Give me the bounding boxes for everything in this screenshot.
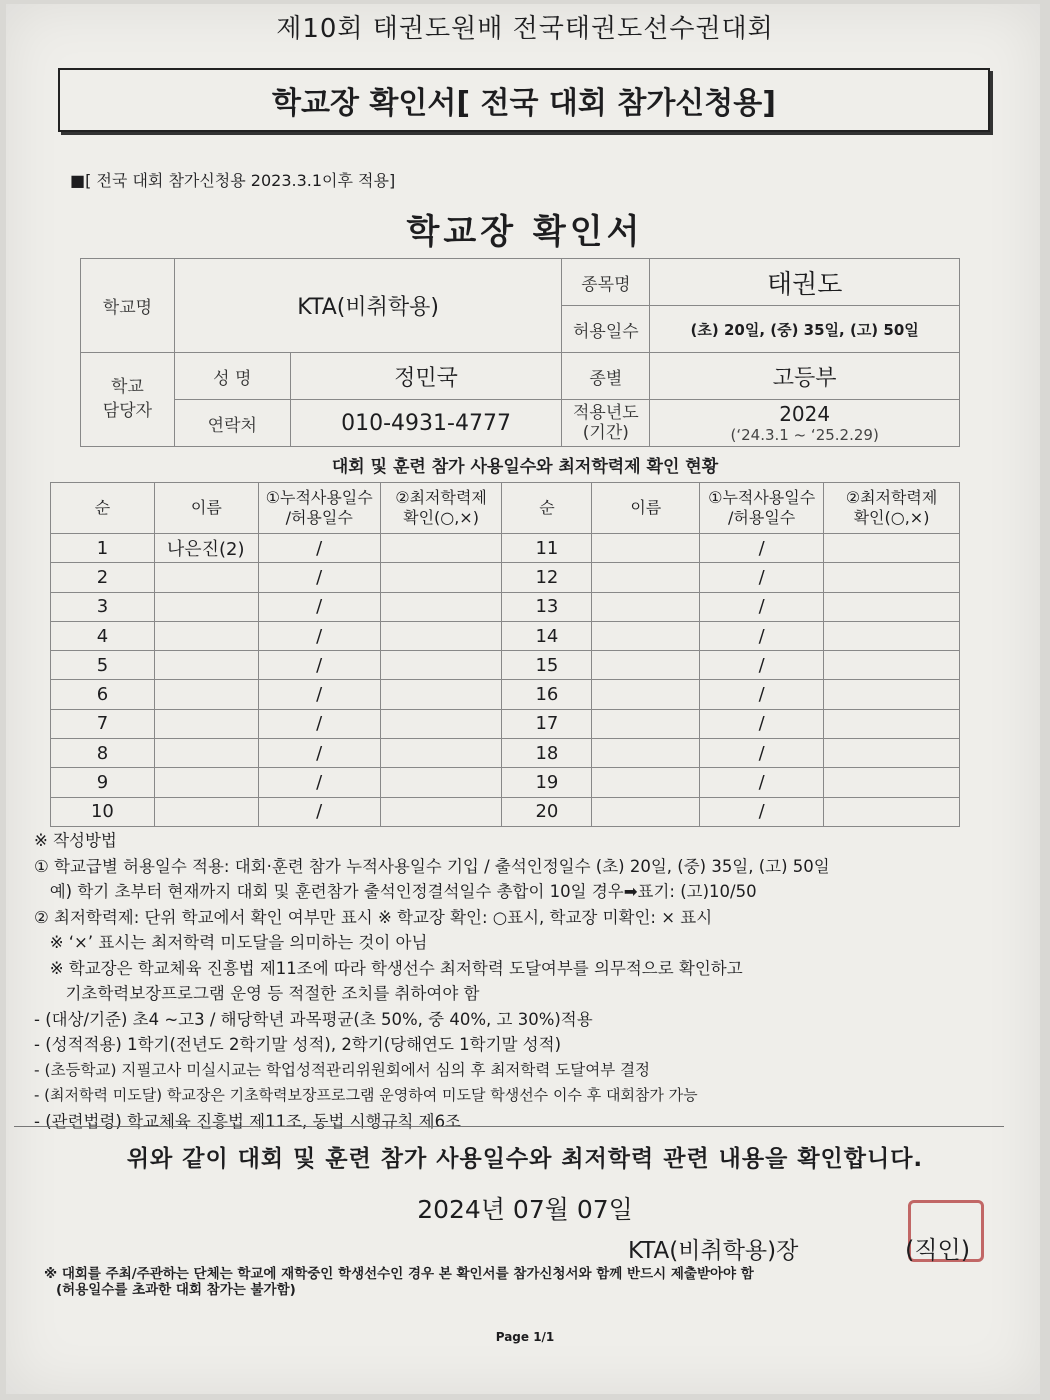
row-days: / — [258, 534, 380, 563]
row-check — [380, 797, 502, 826]
row-name — [592, 592, 700, 621]
row-no: 2 — [51, 563, 155, 592]
footnote-line: ※ 대회를 주최/주관하는 단체는 학교에 재학중인 학생선수인 경우 본 확인서를 참가신청서와 함께 반드시 제출받아야 함 — [44, 1266, 754, 1282]
division-value: 고등부 — [650, 353, 960, 400]
row-check — [380, 768, 502, 797]
row-no: 8 — [51, 739, 155, 768]
row-name — [592, 709, 700, 738]
confirmation-date: 2024년 07월 07일 — [417, 1195, 633, 1224]
method-line: ※ ‘×’ 표시는 최저학력 미도달을 의미하는 것이 아님 — [34, 933, 428, 952]
allowed-days-value: (초) 20일, (중) 35일, (고) 50일 — [650, 306, 960, 353]
period-value: (‘24.3.1 ~ ‘25.2.29) — [730, 426, 879, 444]
row-check — [824, 797, 960, 826]
method-line: - (관련법령) 학교체육 진흥법 제11조, 동법 시행규칙 제6조 — [34, 1111, 461, 1131]
confirmation-statement: 위와 같이 대회 및 훈련 참가 사용일수와 최저학력 관련 내용을 확인합니다. — [126, 1146, 924, 1172]
table-row — [51, 797, 960, 826]
table-row — [51, 680, 960, 709]
row-days: / — [258, 563, 380, 592]
table-row — [51, 651, 960, 680]
row-name — [154, 563, 258, 592]
row-name — [154, 592, 258, 621]
row-days: / — [258, 592, 380, 621]
method-line: - (초등학교) 지필고사 미실시교는 학업성적관리위원회에서 심의 후 최저학력 도달여부 결정 — [34, 1060, 651, 1079]
row-name — [592, 739, 700, 768]
row-no: 14 — [502, 621, 592, 650]
section-divider — [14, 1126, 1004, 1127]
table-row — [51, 621, 960, 650]
row-days: / — [700, 563, 824, 592]
row-days: / — [700, 768, 824, 797]
row-check — [380, 592, 502, 621]
footnote — [44, 1266, 1004, 1298]
row-no: 4 — [51, 621, 155, 650]
row-name — [592, 621, 700, 650]
form-title: 학교장 확인서[ 전국 대회 참가신청용] — [272, 86, 776, 121]
row-no: 20 — [502, 797, 592, 826]
competition-title: 제10회 태권도원배 전국태권도선수권대회 — [276, 14, 774, 44]
row-no: 19 — [502, 768, 592, 797]
method-line: ※ 학교장은 학교체육 진흥법 제11조에 따라 학생선수 최저학력 도달여부를 의무적으로 확인하고 — [34, 958, 743, 978]
row-check — [824, 680, 960, 709]
row-check — [824, 651, 960, 680]
status-heading: 대회 및 훈련 참가 사용일수와 최저학력제 확인 현황 — [331, 457, 719, 477]
row-name — [154, 768, 258, 797]
row-check — [380, 739, 502, 768]
principal-name: KTA(비취학용)장 — [628, 1238, 799, 1264]
row-days: / — [700, 680, 824, 709]
row-no: 6 — [51, 680, 155, 709]
division-label: 종별 — [562, 353, 650, 400]
row-days: / — [700, 709, 824, 738]
row-no: 17 — [502, 709, 592, 738]
col-no-left: 순 — [51, 483, 155, 534]
row-check — [380, 534, 502, 563]
table-row — [51, 592, 960, 621]
row-check — [824, 563, 960, 592]
row-name: 나은진(2) — [154, 534, 258, 563]
row-no: 9 — [51, 768, 155, 797]
row-days: / — [258, 651, 380, 680]
row-days: / — [258, 680, 380, 709]
row-days: / — [700, 592, 824, 621]
event-label: 종목명 — [562, 259, 650, 306]
school-value: KTA(비취학용) — [174, 259, 562, 353]
row-check — [380, 621, 502, 650]
row-no: 12 — [502, 563, 592, 592]
row-days: / — [700, 621, 824, 650]
name-value: 정민국 — [290, 353, 562, 400]
contact-value: 010-4931-4777 — [290, 400, 562, 447]
year-cell — [650, 400, 960, 447]
row-no: 11 — [502, 534, 592, 563]
document-title: 학교장 확인서 — [406, 212, 644, 252]
row-name — [154, 797, 258, 826]
row-name — [592, 768, 700, 797]
col-name-left: 이름 — [154, 483, 258, 534]
row-days: / — [700, 651, 824, 680]
method-heading: ※ 작성방법 — [34, 831, 117, 850]
table-row — [51, 534, 960, 563]
row-no: 7 — [51, 709, 155, 738]
year-label: 적용년도 (기간) — [562, 400, 650, 447]
seal-label: (직인) — [905, 1236, 971, 1264]
row-no: 3 — [51, 592, 155, 621]
row-name — [154, 651, 258, 680]
col-no-right: 순 — [502, 483, 592, 534]
event-value: 태권도 — [650, 259, 960, 306]
row-check — [824, 768, 960, 797]
row-no: 16 — [502, 680, 592, 709]
method-line: - (대상/기준) 초4 ~고3 / 해당학년 과목평균(초 50%, 중 40%, 고 30%)적용 — [34, 1009, 593, 1029]
row-no: 5 — [51, 651, 155, 680]
method-line: 예) 학기 초부터 현재까지 대회 및 훈련참가 출석인정결석일수 총합이 10일 경우➡표기: (고)10/50 — [34, 882, 757, 901]
row-check — [824, 739, 960, 768]
table-row — [51, 709, 960, 738]
method-line: - (최저학력 미도달) 학교장은 기초학력보장프로그램 운영하여 미도달 학생선수 이수 후 대회참가 가능 — [34, 1086, 698, 1104]
col-check-right: ②최저학력제 확인(○,×) — [824, 483, 960, 534]
manager-label: 학교 담당자 — [81, 353, 175, 447]
method-line: ① 학교급별 허용일수 적용: 대회·훈련 참가 누적사용일수 기입 / 출석인정일수 (초) 20일, (중) 35일, (고) 50일 — [34, 856, 830, 876]
row-days: / — [258, 739, 380, 768]
applicability-note: ■[ 전국 대회 참가신청용 2023.3.1이후 적용] — [70, 171, 396, 190]
row-check — [824, 592, 960, 621]
writing-method — [34, 828, 1014, 1134]
school-label: 학교명 — [81, 259, 175, 353]
row-check — [380, 709, 502, 738]
col-name-right: 이름 — [592, 483, 700, 534]
row-no: 18 — [502, 739, 592, 768]
col-check-left: ②최저학력제 확인(○,×) — [380, 483, 502, 534]
table-row — [51, 739, 960, 768]
allowed-days-label: 허용일수 — [562, 306, 650, 353]
table-row — [51, 563, 960, 592]
row-days: / — [258, 797, 380, 826]
row-check — [380, 563, 502, 592]
form-title-box — [58, 68, 990, 132]
info-table — [80, 258, 960, 447]
row-name — [154, 739, 258, 768]
col-days-right: ①누적사용일수 /허용일수 — [700, 483, 824, 534]
row-days: / — [700, 797, 824, 826]
col-days-left: ①누적사용일수 /허용일수 — [258, 483, 380, 534]
row-name — [592, 534, 700, 563]
row-name — [154, 621, 258, 650]
contact-label: 연락처 — [174, 400, 290, 447]
row-check — [824, 621, 960, 650]
row-check — [824, 709, 960, 738]
row-days: / — [258, 621, 380, 650]
footnote-line: (허용일수를 초과한 대회 참가는 불가함) — [56, 1282, 296, 1298]
method-line: 기초학력보장프로그램 운영 등 적절한 조치를 취하여야 함 — [34, 984, 480, 1003]
row-name — [154, 709, 258, 738]
row-days: / — [258, 709, 380, 738]
row-no: 1 — [51, 534, 155, 563]
page-number: Page 1/1 — [495, 1330, 555, 1344]
row-check — [380, 651, 502, 680]
row-name — [154, 680, 258, 709]
year-value: 2024 — [779, 402, 831, 426]
status-table — [50, 482, 960, 827]
table-row — [51, 768, 960, 797]
row-check — [380, 680, 502, 709]
row-name — [592, 651, 700, 680]
row-name — [592, 797, 700, 826]
row-name — [592, 563, 700, 592]
name-label: 성 명 — [174, 353, 290, 400]
row-days: / — [700, 534, 824, 563]
row-no: 15 — [502, 651, 592, 680]
method-line: - (성적적용) 1학기(전년도 2학기말 성적), 2학기(당해연도 1학기말 성적) — [34, 1035, 562, 1054]
row-no: 10 — [51, 797, 155, 826]
row-days: / — [700, 739, 824, 768]
method-line: ② 최저학력제: 단위 학교에서 확인 여부만 표시 ※ 학교장 확인: ○표시, 학교장 미확인: × 표시 — [34, 907, 713, 927]
row-no: 13 — [502, 592, 592, 621]
row-days: / — [258, 768, 380, 797]
row-name — [592, 680, 700, 709]
row-check — [824, 534, 960, 563]
